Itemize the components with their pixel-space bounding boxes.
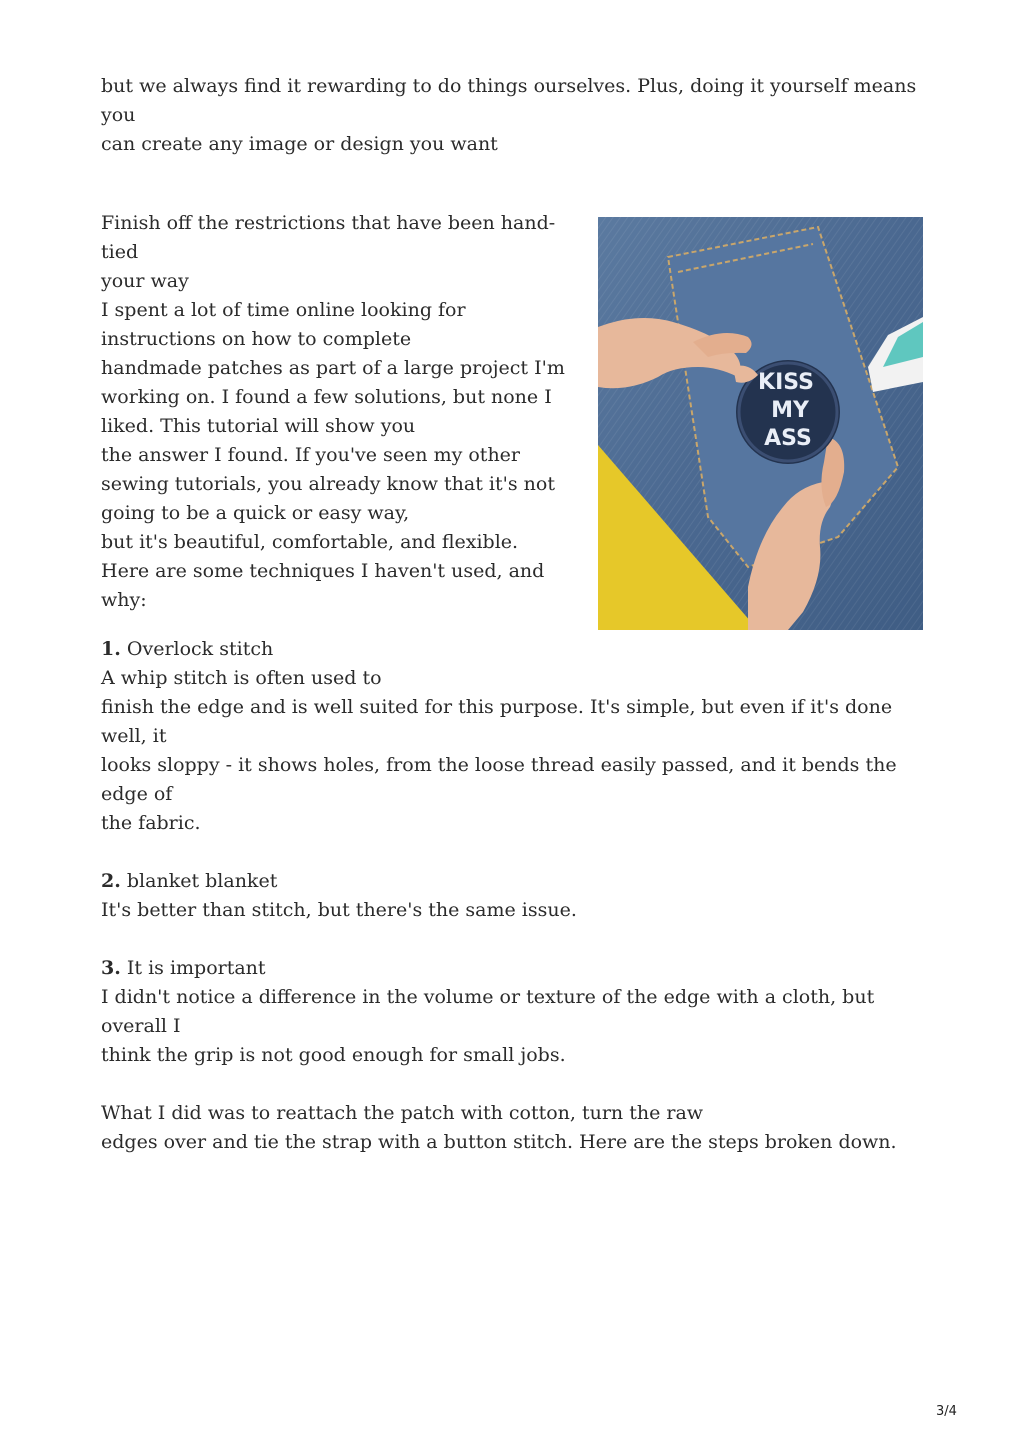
item-title: Overlock stitch — [126, 638, 274, 660]
page-number: 3/4 — [936, 1404, 957, 1419]
text-line: think the grip is not good enough for small jobs. — [101, 1044, 566, 1066]
text-line: working on. I found a few solutions, but none I — [101, 386, 552, 408]
text-line: your way — [101, 270, 189, 292]
text-line: but it's beautiful, comfortable, and flexible. — [101, 531, 519, 553]
main-section — [101, 209, 923, 838]
intro-paragraph — [101, 72, 923, 159]
text-line: Finish off the restrictions that have been hand-tied — [101, 212, 556, 263]
text-line: A whip stitch is often used to — [101, 667, 382, 689]
item-title: It is important — [126, 957, 266, 979]
text-line: I spent a lot of time online looking for — [101, 299, 466, 321]
text-line: liked. This tutorial will show you — [101, 415, 416, 437]
text-line: but we always find it rewarding to do things ourselves. Plus, doing it yourself means you — [101, 75, 917, 126]
item-heading — [101, 867, 923, 896]
item-heading — [101, 954, 923, 983]
text-line: instructions on how to complete — [101, 328, 412, 350]
item-heading — [101, 635, 923, 664]
text-line: looks sloppy - it shows holes, from the loose thread easily passed, and it bends the edge of — [101, 754, 897, 805]
text-line: Here are some techniques I haven't used, and why: — [101, 560, 545, 611]
patch-text: ASS — [764, 426, 812, 451]
patch-photo — [598, 217, 923, 630]
text-line: going to be a quick or easy way, — [101, 502, 410, 524]
text-line: finish the edge and is well suited for this purpose. It's simple, but even if it's done well, it — [101, 696, 893, 747]
item-2 — [101, 867, 923, 925]
closing-paragraph — [101, 1099, 923, 1157]
item-1 — [101, 635, 923, 838]
item-3 — [101, 954, 923, 1070]
text-line: sewing tutorials, you already know that it's not — [101, 473, 555, 495]
item-number: 2. — [101, 870, 121, 892]
patch-text: MY — [771, 398, 809, 423]
text-line: can create any image or design you want — [101, 133, 498, 155]
text-line: I didn't notice a difference in the volume or texture of the edge with a cloth, but overall I — [101, 986, 875, 1037]
text-line: handmade patches as part of a large project I'm — [101, 357, 565, 379]
text-line: What I did was to reattach the patch with cotton, turn the raw — [101, 1102, 704, 1124]
text-line: the fabric. — [101, 812, 201, 834]
text-line: the answer I found. If you've seen my other — [101, 444, 521, 466]
patch-text: KISS — [758, 370, 814, 395]
item-number: 3. — [101, 957, 121, 979]
text-line: It's better than stitch, but there's the same issue. — [101, 899, 577, 921]
item-title: blanket blanket — [126, 870, 278, 892]
item-number: 1. — [101, 638, 121, 660]
document-page — [101, 72, 923, 1157]
text-line: edges over and tie the strap with a button stitch. Here are the steps broken down. — [101, 1131, 897, 1153]
